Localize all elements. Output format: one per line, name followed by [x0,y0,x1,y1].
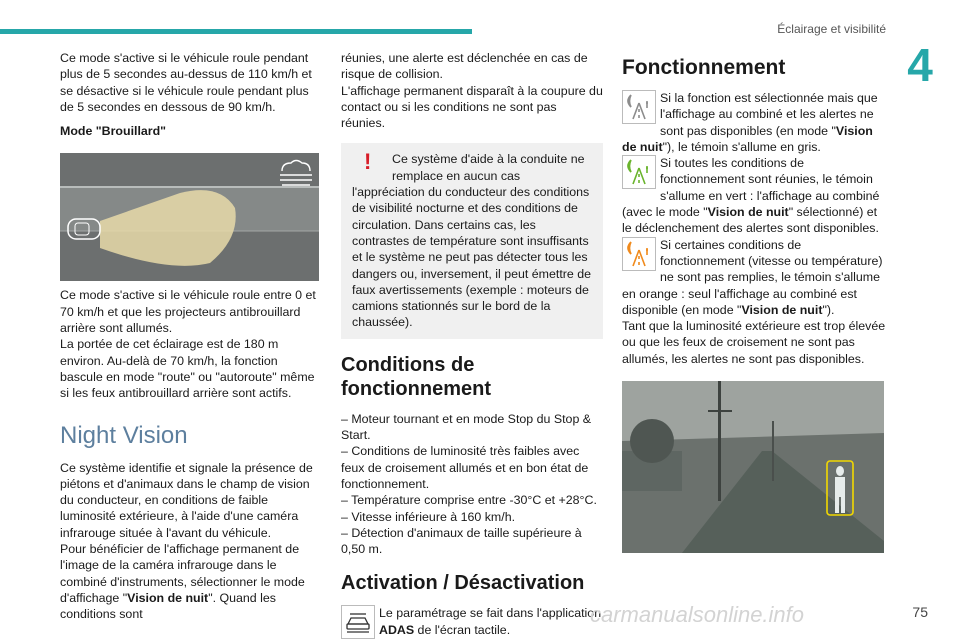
list-item: – Température comprise entre -30°C et +28°C. [341,493,597,508]
chapter-accent-bar [0,29,472,34]
chapter-number: 4 [907,39,933,91]
conditions-list [341,411,603,558]
list-item: – Détection d'animaux de taille supérieure à 0,50 m. [341,525,582,557]
list-item: – Moteur tournant et en mode Stop du Stop & Start. [341,411,592,443]
paragraph: réunies, une alerte est déclenchée en cas de risque de collision. [341,51,588,82]
paragraph: Tant que la luminosité extérieure est trop élevée ou que les feux de croisement ne sont pas allumés, les alertes ne sont pas disponibles. [622,319,886,366]
page-number: 75 [912,604,928,620]
paragraph: L'affichage permanent disparaît à la coupure du contact ou si les conditions ne sont pas réunies. [341,83,603,131]
column-left [60,50,322,623]
night-vision-green-icon [622,155,656,189]
column-middle [341,50,603,640]
status-item-green: Si toutes les conditions de fonctionnement sont réunies, le témoin s'allume en vert : l'affichage au combiné (avec le mode "Vision de nuit" sélectionné) et le déclenchement des alertes sont disponibles. [622,156,880,236]
watermark: carmanualsonline.info [590,602,805,627]
list-item: – Conditions de luminosité très faibles avec feux de croisement allumés et en bon état de fonctionnement. [341,444,589,491]
fog-mode-heading: Mode "Brouillard" [60,124,167,139]
activation-item: Le paramétrage se fait dans l'application ADAS de l'écran tactile. [341,605,603,640]
night-vision-gray-icon [622,90,656,124]
paragraph: Pour bénéficier de l'affichage permanent de l'image de la caméra infrarouge dans le combiné d'instruments, sélectionner le mode d'affichage "Vision de nuit". Quand les conditions sont [60,542,305,622]
fog-mode-illustration [60,153,319,281]
warning-box [341,143,603,338]
night-vision-orange-icon [622,237,656,271]
car-settings-icon [341,605,375,639]
paragraph: Ce mode s'active si le véhicule roule pendant plus de 5 secondes au-dessus de 110 km/h et se désactive si le véhicule roule pendant plus de 5 secondes en dessous de 90 km/h. [60,51,312,114]
list-item: – Vitesse inférieure à 160 km/h. [341,509,516,524]
night-vision-camera-image [622,381,884,553]
operation-heading: Fonctionnement [622,56,786,79]
night-vision-heading: Night Vision [60,421,188,449]
chapter-title: Éclairage et visibilité [777,22,886,36]
paragraph: Ce mode s'active si le véhicule roule entre 0 et 70 km/h et que les projecteurs antibrouillard arrière sont allumés. [60,288,316,336]
conditions-heading: Conditions de fonctionnement [341,353,491,400]
warning-text: Ce système d'aide à la conduite ne remplace en aucun cas l'appréciation du conducteur des conditions de visibilité nocturne et des conditions de circulation. Dans certains cas, les contrastes de température sont insuffisants et le système ne peut pas détecter tous les dangers ou, inversement, il peut émettre de faux avertissements (exemple : moteurs de camions stationnés sur le bord de la chaussée). [352,152,591,330]
paragraph: La portée de cet éclairage est de 180 m environ. Au-delà de 70 km/h, la fonction bascule en mode "route" ou "autoroute" même si les feux antibrouillard arrière sont actifs. [60,337,315,401]
status-item-gray: Si la fonction est sélectionnée mais que l'affichage au combiné et les alertes ne sont pas disponibles (en mode "Vision de nuit"), le témoin s'allume en gris. [622,91,878,154]
warning-icon: ! [364,149,372,175]
status-item-orange: Si certaines conditions de fonctionnement (vitesse ou température) ne sont pas remplies, le témoin s'allume en orange : seul l'affichage au combiné est disponible (en mode "Vision de nuit"). [622,237,883,317]
paragraph: Ce système identifie et signale la présence de piétons et d'animaux dans le champ de vision du conducteur, en conditions de faible luminosité extérieure, à l'aide d'une caméra infrarouge située à l'avant du véhicule. [60,460,313,540]
column-right [622,50,887,553]
activation-heading: Activation / Désactivation [341,572,585,595]
